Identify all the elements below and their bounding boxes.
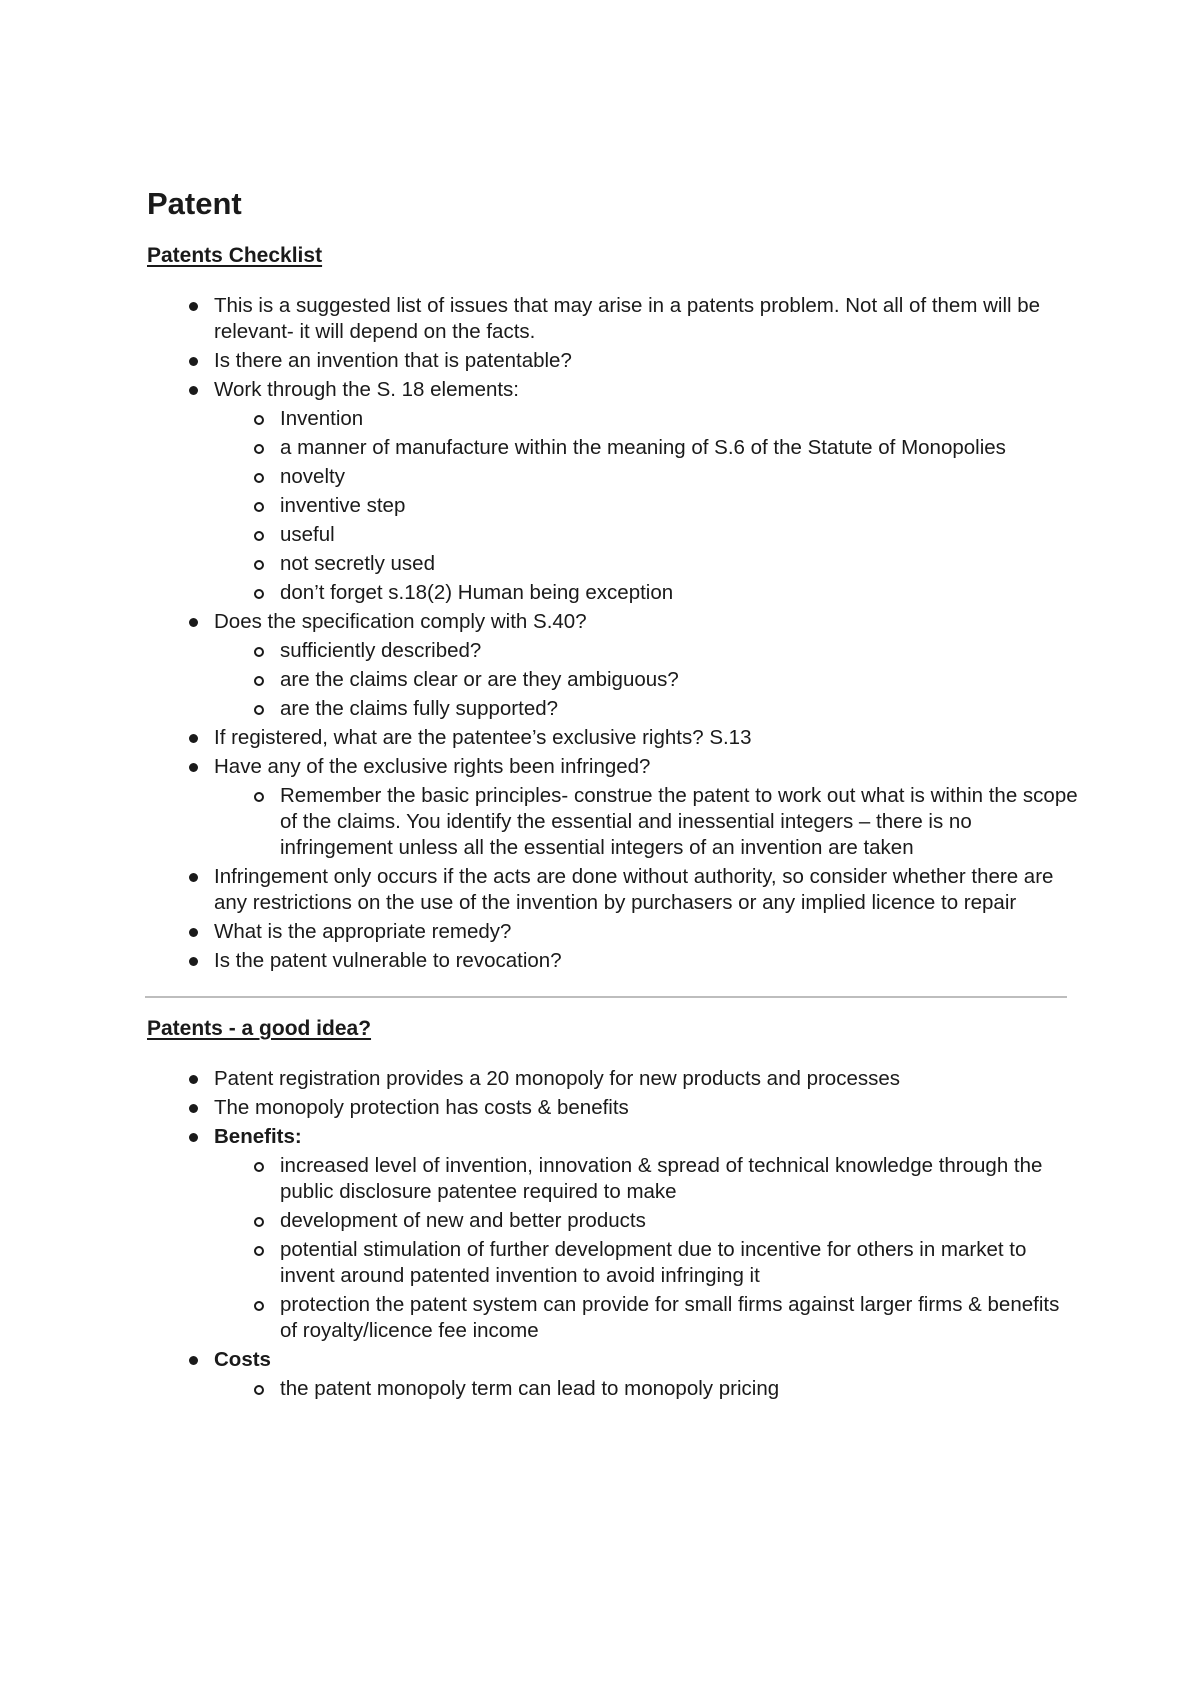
sub-list-item-text: Remember the basic principles- construe the patent to work out what is within the scope of the claims. You identify the essential and inessential integers – there is no infringement unless all the essential integers of an invention are taken — [280, 784, 1078, 859]
good-idea-list — [147, 1066, 1067, 1402]
hollow-bullet-icon — [254, 560, 264, 570]
sub-list-item-text: useful — [280, 523, 335, 546]
section-heading-checklist: Patents Checklist — [147, 244, 323, 267]
sub-list-item — [280, 667, 1080, 693]
list-item-text: Costs — [214, 1348, 271, 1371]
sub-list-item-text: increased level of invention, innovation & spread of technical knowledge through the public disclosure patentee required to make — [280, 1154, 1043, 1203]
sub-list — [214, 638, 1067, 722]
bullet-icon — [189, 1075, 198, 1084]
sub-list-item — [280, 696, 1080, 722]
sub-list-item-text: potential stimulation of further development due to incentive for others in market to invent around patented invention to avoid infringing it — [280, 1238, 1027, 1287]
sub-list-item — [280, 1208, 1080, 1234]
hollow-bullet-icon — [254, 415, 264, 425]
sub-list-item-text: protection the patent system can provide for small firms against larger firms & benefits of royalty/licence fee income — [280, 1293, 1060, 1342]
list-item-text: Work through the S. 18 elements: — [214, 378, 520, 401]
sub-list-item — [280, 522, 1080, 548]
hollow-bullet-icon — [254, 1385, 264, 1395]
checklist-list — [147, 293, 1078, 974]
sub-list-item — [280, 493, 1080, 519]
sub-list-item — [280, 1237, 1080, 1289]
bullet-icon — [189, 957, 198, 966]
list-item-text: Is the patent vulnerable to revocation? — [214, 949, 562, 972]
bullet-icon — [189, 1104, 198, 1113]
hollow-bullet-icon — [254, 473, 264, 483]
list-item — [147, 1124, 1067, 1344]
sub-list-item-text: not secretly used — [280, 552, 435, 575]
sub-list-item — [280, 783, 1080, 861]
bullet-icon — [189, 1356, 198, 1365]
sub-list-item — [280, 406, 1080, 432]
sub-list-item-text: the patent monopoly term can lead to monopoly pricing — [280, 1377, 780, 1400]
list-item-text: If registered, what are the patentee’s exclusive rights? S.13 — [214, 726, 752, 749]
sub-list-item — [280, 1376, 1080, 1402]
sub-list-item — [280, 435, 1080, 461]
list-item — [147, 1347, 1067, 1402]
bullet-icon — [189, 386, 198, 395]
hollow-bullet-icon — [254, 792, 264, 802]
sub-list-item — [280, 1292, 1080, 1344]
list-item — [147, 377, 1067, 606]
sub-list — [214, 1376, 1067, 1402]
list-item — [147, 919, 1067, 945]
hollow-bullet-icon — [254, 502, 264, 512]
sub-list-item — [280, 551, 1080, 577]
list-item-text: What is the appropriate remedy? — [214, 920, 512, 943]
list-item-text: The monopoly protection has costs & benefits — [214, 1096, 629, 1119]
list-item-text: Infringement only occurs if the acts are done without authority, so consider whether there are any restrictions on the use of the invention by purchasers or any implied licence to repair — [214, 865, 1054, 914]
list-item-text: Have any of the exclusive rights been infringed? — [214, 755, 651, 778]
list-item — [147, 609, 1067, 722]
sub-list-item-text: sufficiently described? — [280, 639, 482, 662]
hollow-bullet-icon — [254, 705, 264, 715]
sub-list-item-text: novelty — [280, 465, 345, 488]
list-item — [147, 864, 1067, 916]
list-item-text: Is there an invention that is patentable? — [214, 349, 572, 372]
list-item-text: Does the specification comply with S.40? — [214, 610, 587, 633]
bullet-icon — [189, 763, 198, 772]
hollow-bullet-icon — [254, 444, 264, 454]
sub-list-item-text: are the claims fully supported? — [280, 697, 559, 720]
list-item — [147, 725, 1067, 751]
section-heading-good-idea: Patents - a good idea? — [147, 1017, 372, 1040]
list-item-text: This is a suggested list of issues that may arise in a patents problem. Not all of them will be relevant- it will depend on the facts. — [214, 294, 1041, 343]
document-content — [147, 182, 1078, 1405]
sub-list-item — [280, 638, 1080, 664]
hollow-bullet-icon — [254, 1162, 264, 1172]
bullet-icon — [189, 928, 198, 937]
hollow-bullet-icon — [254, 589, 264, 599]
hollow-bullet-icon — [254, 1246, 264, 1256]
sub-list — [214, 783, 1078, 861]
sub-list-item-text: Invention — [280, 407, 364, 430]
sub-list-item-text: development of new and better products — [280, 1209, 646, 1232]
bullet-icon — [189, 734, 198, 743]
bullet-icon — [189, 1133, 198, 1142]
hollow-bullet-icon — [254, 676, 264, 686]
list-item-text: Benefits: — [214, 1125, 302, 1148]
hollow-bullet-icon — [254, 647, 264, 657]
sub-list-item-text: are the claims clear or are they ambiguous? — [280, 668, 679, 691]
sub-list-item — [280, 580, 1080, 606]
sub-list-item — [280, 1153, 1080, 1205]
sub-list-item-text: don’t forget s.18(2) Human being exception — [280, 581, 674, 604]
bullet-icon — [189, 357, 198, 366]
hollow-bullet-icon — [254, 1217, 264, 1227]
bullet-icon — [189, 873, 198, 882]
list-item — [147, 948, 1067, 974]
list-item — [147, 293, 1067, 345]
sub-list-item — [280, 464, 1080, 490]
list-item — [147, 1066, 1067, 1092]
sub-list-item-text: inventive step — [280, 494, 406, 517]
list-item-text: Patent registration provides a 20 monopoly for new products and processes — [214, 1067, 900, 1090]
sub-list-item-text: a manner of manufacture within the meaning of S.6 of the Statute of Monopolies — [280, 436, 1006, 459]
list-item — [147, 754, 1078, 861]
list-item — [147, 348, 1067, 374]
hollow-bullet-icon — [254, 531, 264, 541]
hollow-bullet-icon — [254, 1301, 264, 1311]
bullet-icon — [189, 618, 198, 627]
section-divider — [145, 996, 1067, 998]
sub-list — [214, 406, 1067, 606]
bullet-icon — [189, 302, 198, 311]
page-title: Patent — [147, 186, 242, 221]
sub-list — [214, 1153, 1067, 1344]
list-item — [147, 1095, 1067, 1121]
